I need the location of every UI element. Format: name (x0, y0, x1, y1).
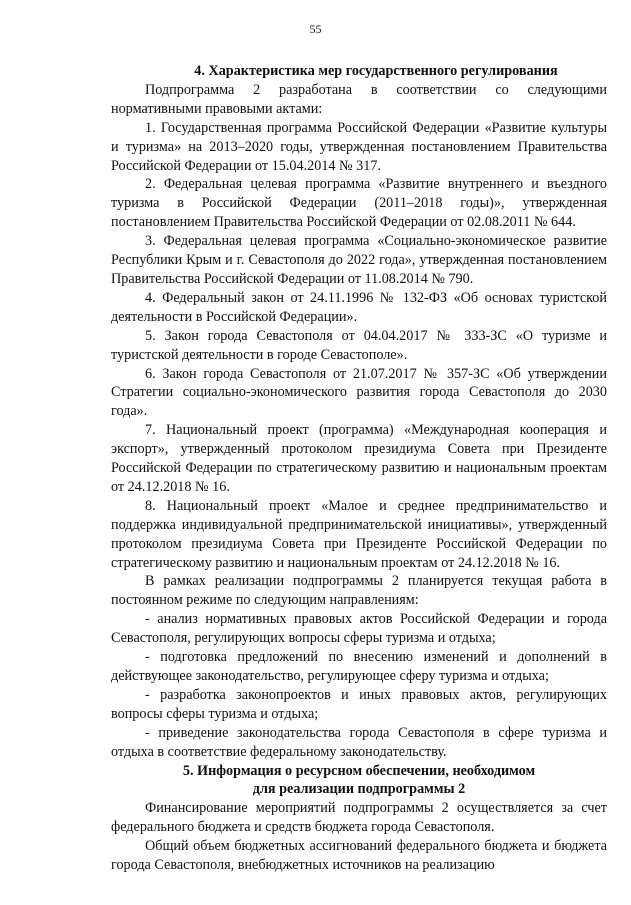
direction-item-2: - подготовка предложений по внесению изменений и дополнений в действующее законодательство, регулирующее сферу туризма и отдыха; (111, 649, 607, 684)
legal-act-item-8: 8. Национальный проект «Малое и среднее предпринимательство и поддержка индивидуальной предпринимательской инициативы», утвержденный протоколом президиума Совета при Президенте Российской Федерации по стратегическому развитию и национальным проектам от 24.12.2018 № 16. (111, 497, 607, 571)
current-work-paragraph: В рамках реализации подпрограммы 2 планируется текущая работа в постоянном режиме по следующим направлениям: (111, 573, 607, 609)
page-number: 55 (309, 22, 322, 36)
section-5-heading-line-1: 5. Информация о ресурсном обеспечении, необходимом (182, 762, 536, 779)
direction-item-1: - анализ нормативных правовых актов Российской Федерации и города Севастополя, регулирующих вопросы сферы туризма и отдыха; (111, 611, 607, 647)
total-volume-paragraph: Общий объем бюджетных ассигнований федерального бюджета и бюджета города Севастополя, внебюджетных источников на реализацию (111, 838, 607, 874)
direction-item-3: - разработка законопроектов и иных правовых актов, регулирующих вопросы сферы туризма и отдыха; (111, 686, 607, 722)
legal-act-item-1: 1. Государственная программа Российской Федерации «Развитие культуры и туризма» на 2013–2020 годы, утвержденная постановлением Правительства Российской Федерации от 15.04.2014 № 317. (111, 119, 607, 174)
document-body (111, 62, 607, 875)
financing-paragraph: Финансирование мероприятий подпрограммы 2 осуществляется за счет федерального бюджета и средств бюджета города Севастополя. (111, 800, 607, 836)
legal-act-item-5: 5. Закон города Севастополя от 04.04.2017 № 333-ЗС «О туризме и туристской деятельности в городе Севастополе». (111, 327, 607, 363)
direction-item-4: - приведение законодательства города Севастополя в сфере туризма и отдыха в соответствие федеральному законодательству. (111, 724, 607, 760)
legal-act-item-2: 2. Федеральная целевая программа «Развитие внутреннего и въездного туризма в Российской Федерации (2011–2018 годы)», утвержденная постановлением Правительства Российской Федерации от 02.08.2011 № 644. (111, 176, 607, 231)
legal-act-item-4: 4. Федеральный закон от 24.11.1996 № 132-ФЗ «Об основах туристской деятельности в Российской Федерации». (111, 289, 607, 325)
legal-act-item-3: 3. Федеральная целевая программа «Социально-экономическое развитие Республики Крым и г. Севастополя до 2022 года», утвержденная постановлением Правительства Российской Федерации от 11.08.2014 № 790. (111, 233, 607, 287)
intro-paragraph: Подпрограмма 2 разработана в соответствии со следующими нормативными правовыми актами: (111, 81, 607, 117)
section-5-heading-line-2: для реализации подпрограммы 2 (252, 781, 466, 798)
section-4-heading: 4. Характеристика мер государственного регулирования (194, 63, 558, 79)
legal-act-item-6: 6. Закон города Севастополя от 21.07.2017 № 357-ЗС «Об утверждении Стратегии социально-экономического развития города Севастополя до 2030 года». (111, 365, 607, 420)
legal-act-item-7: 7. Национальный проект (программа) «Международная кооперация и экспорт», утвержденный протоколом президиума Совета при Президенте Российской Федерации по стратегическому развитию и национальным проектам от 24.12.2018 № 16. (111, 422, 607, 495)
